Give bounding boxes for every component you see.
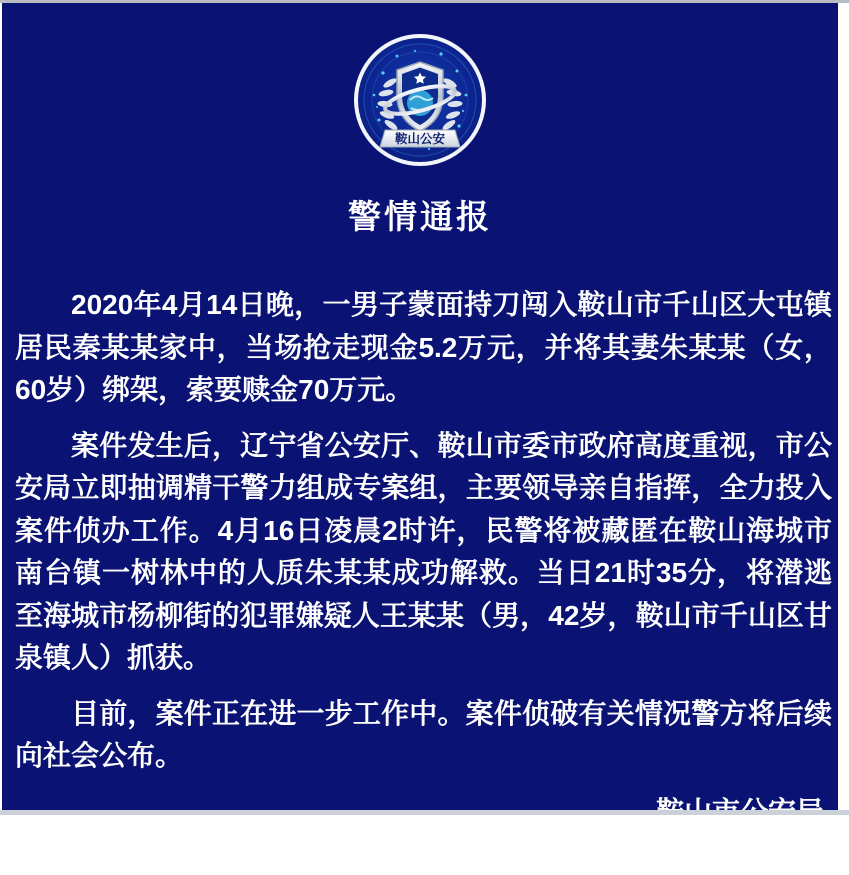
frame-border-bottom: [0, 810, 849, 815]
police-badge-logo: [2, 3, 838, 167]
logo-banner-text: 鞍山公安: [394, 132, 446, 146]
police-badge-icon: [353, 33, 487, 167]
signature-block: [2, 791, 838, 875]
notice-paragraph-2: 案件发生后，辽宁省公安厅、鞍山市委市政府高度重视，市公安局立即抽调精干警力组成专案组，主要领导亲自指挥，全力投入案件侦办工作。4月16日凌晨2时许，民警将被藏匿在鞍山海城市南台镇一树林中的人质朱某某成功解救。当日21时35分，将潜逃至海城市杨柳街的犯罪嫌疑人王某某（男，42岁，鞍山市千山区甘泉镇人）抓获。: [15, 429, 832, 673]
notice-paragraph-1: 2020年4月14日晚，一男子蒙面持刀闯入鞍山市千山区大屯镇居民秦某某家中，当场抢走现金5.2万元，并将其妻朱某某（女，60岁）绑架，索要赎金70万元。: [15, 289, 832, 405]
notice-body: [2, 284, 838, 778]
notice-sheet: [2, 3, 838, 869]
notice-paragraph-3: 目前，案件正在进一步工作中。案件侦破有关情况警方将后续向社会公布。: [15, 697, 832, 771]
signature-date: 2020年4月17日: [630, 837, 824, 869]
notice-title: 警情通报: [348, 198, 492, 235]
